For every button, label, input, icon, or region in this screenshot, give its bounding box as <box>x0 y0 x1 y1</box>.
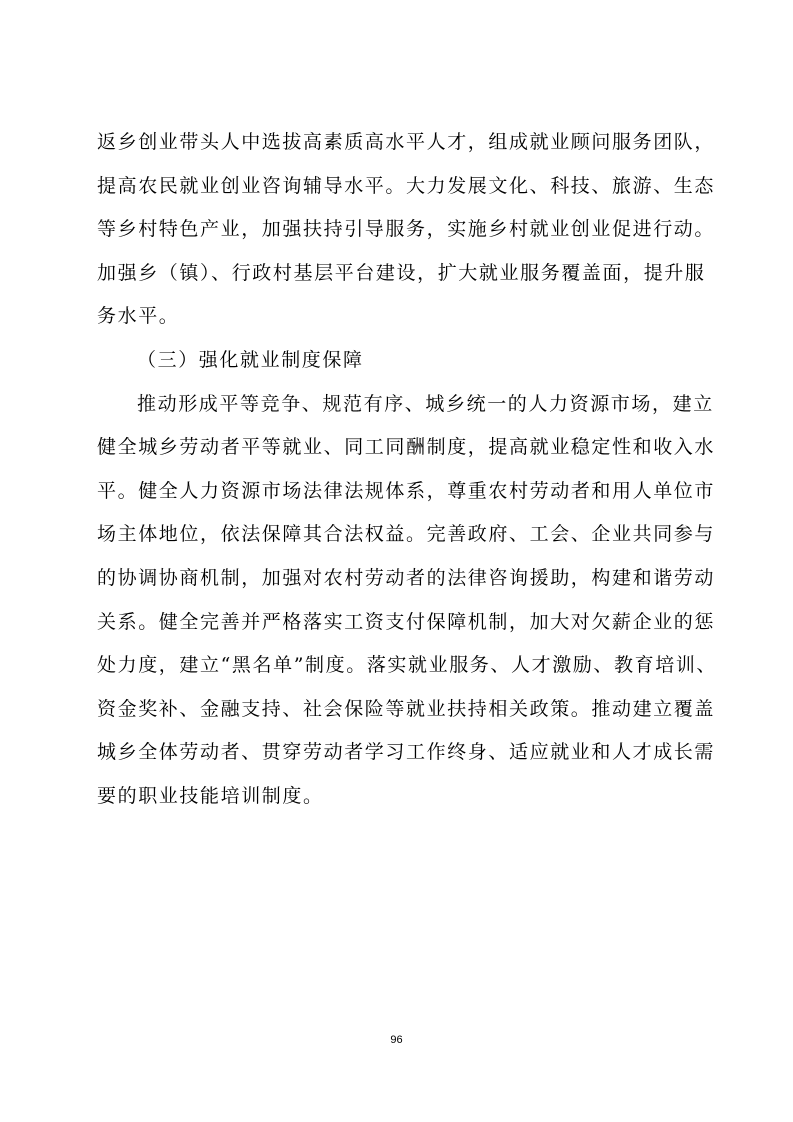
body-text <box>97 124 718 822</box>
text-line: 健全城乡劳动者平等就业、同工同酬制度，提高就业稳定性和收入水 <box>97 436 716 459</box>
text-line: 平。健全人力资源市场法律法规体系，尊重农村劳动者和用人单位市 <box>97 479 716 502</box>
section-heading: （三）强化就业制度保障 <box>137 348 364 371</box>
text-line: 处力度，建立“黑名单”制度。落实就业服务、人才激励、教育培训、 <box>97 654 718 677</box>
text-line: 要的职业技能培训制度。 <box>97 784 324 807</box>
page-number: 96 <box>390 1034 403 1046</box>
text-line: 资金奖补、金融支持、社会保险等就业扶持相关政策。推动建立覆盖 <box>97 697 716 720</box>
text-line: 等乡村特色产业，加强扶持引导服务，实施乡村就业创业促进行动。 <box>97 218 716 241</box>
text-line: 场主体地位，依法保障其合法权益。完善政府、工会、企业共同参与 <box>97 523 716 546</box>
text-line: 关系。健全完善并严格落实工资支付保障机制，加大对欠薪企业的惩 <box>97 610 716 633</box>
text-line: 提高农民就业创业咨询辅导水平。大力发展文化、科技、旅游、生态 <box>97 174 716 197</box>
text-line: 的协调协商机制，加强对农村劳动者的法律咨询援助，构建和谐劳动 <box>97 566 716 589</box>
text-line: 城乡全体劳动者、贯穿劳动者学习工作终身、适应就业和人才成长需 <box>97 741 716 764</box>
text-line: 加强乡（镇）、行政村基层平台建设，扩大就业服务覆盖面，提升服 <box>97 261 706 284</box>
text-line: 务水平。 <box>97 305 180 328</box>
text-line: 推动形成平等竞争、规范有序、城乡统一的人力资源市场，建立 <box>137 392 714 415</box>
text-line: 返乡创业带头人中选拔高素质高水平人才，组成就业顾问服务团队， <box>97 131 716 153</box>
